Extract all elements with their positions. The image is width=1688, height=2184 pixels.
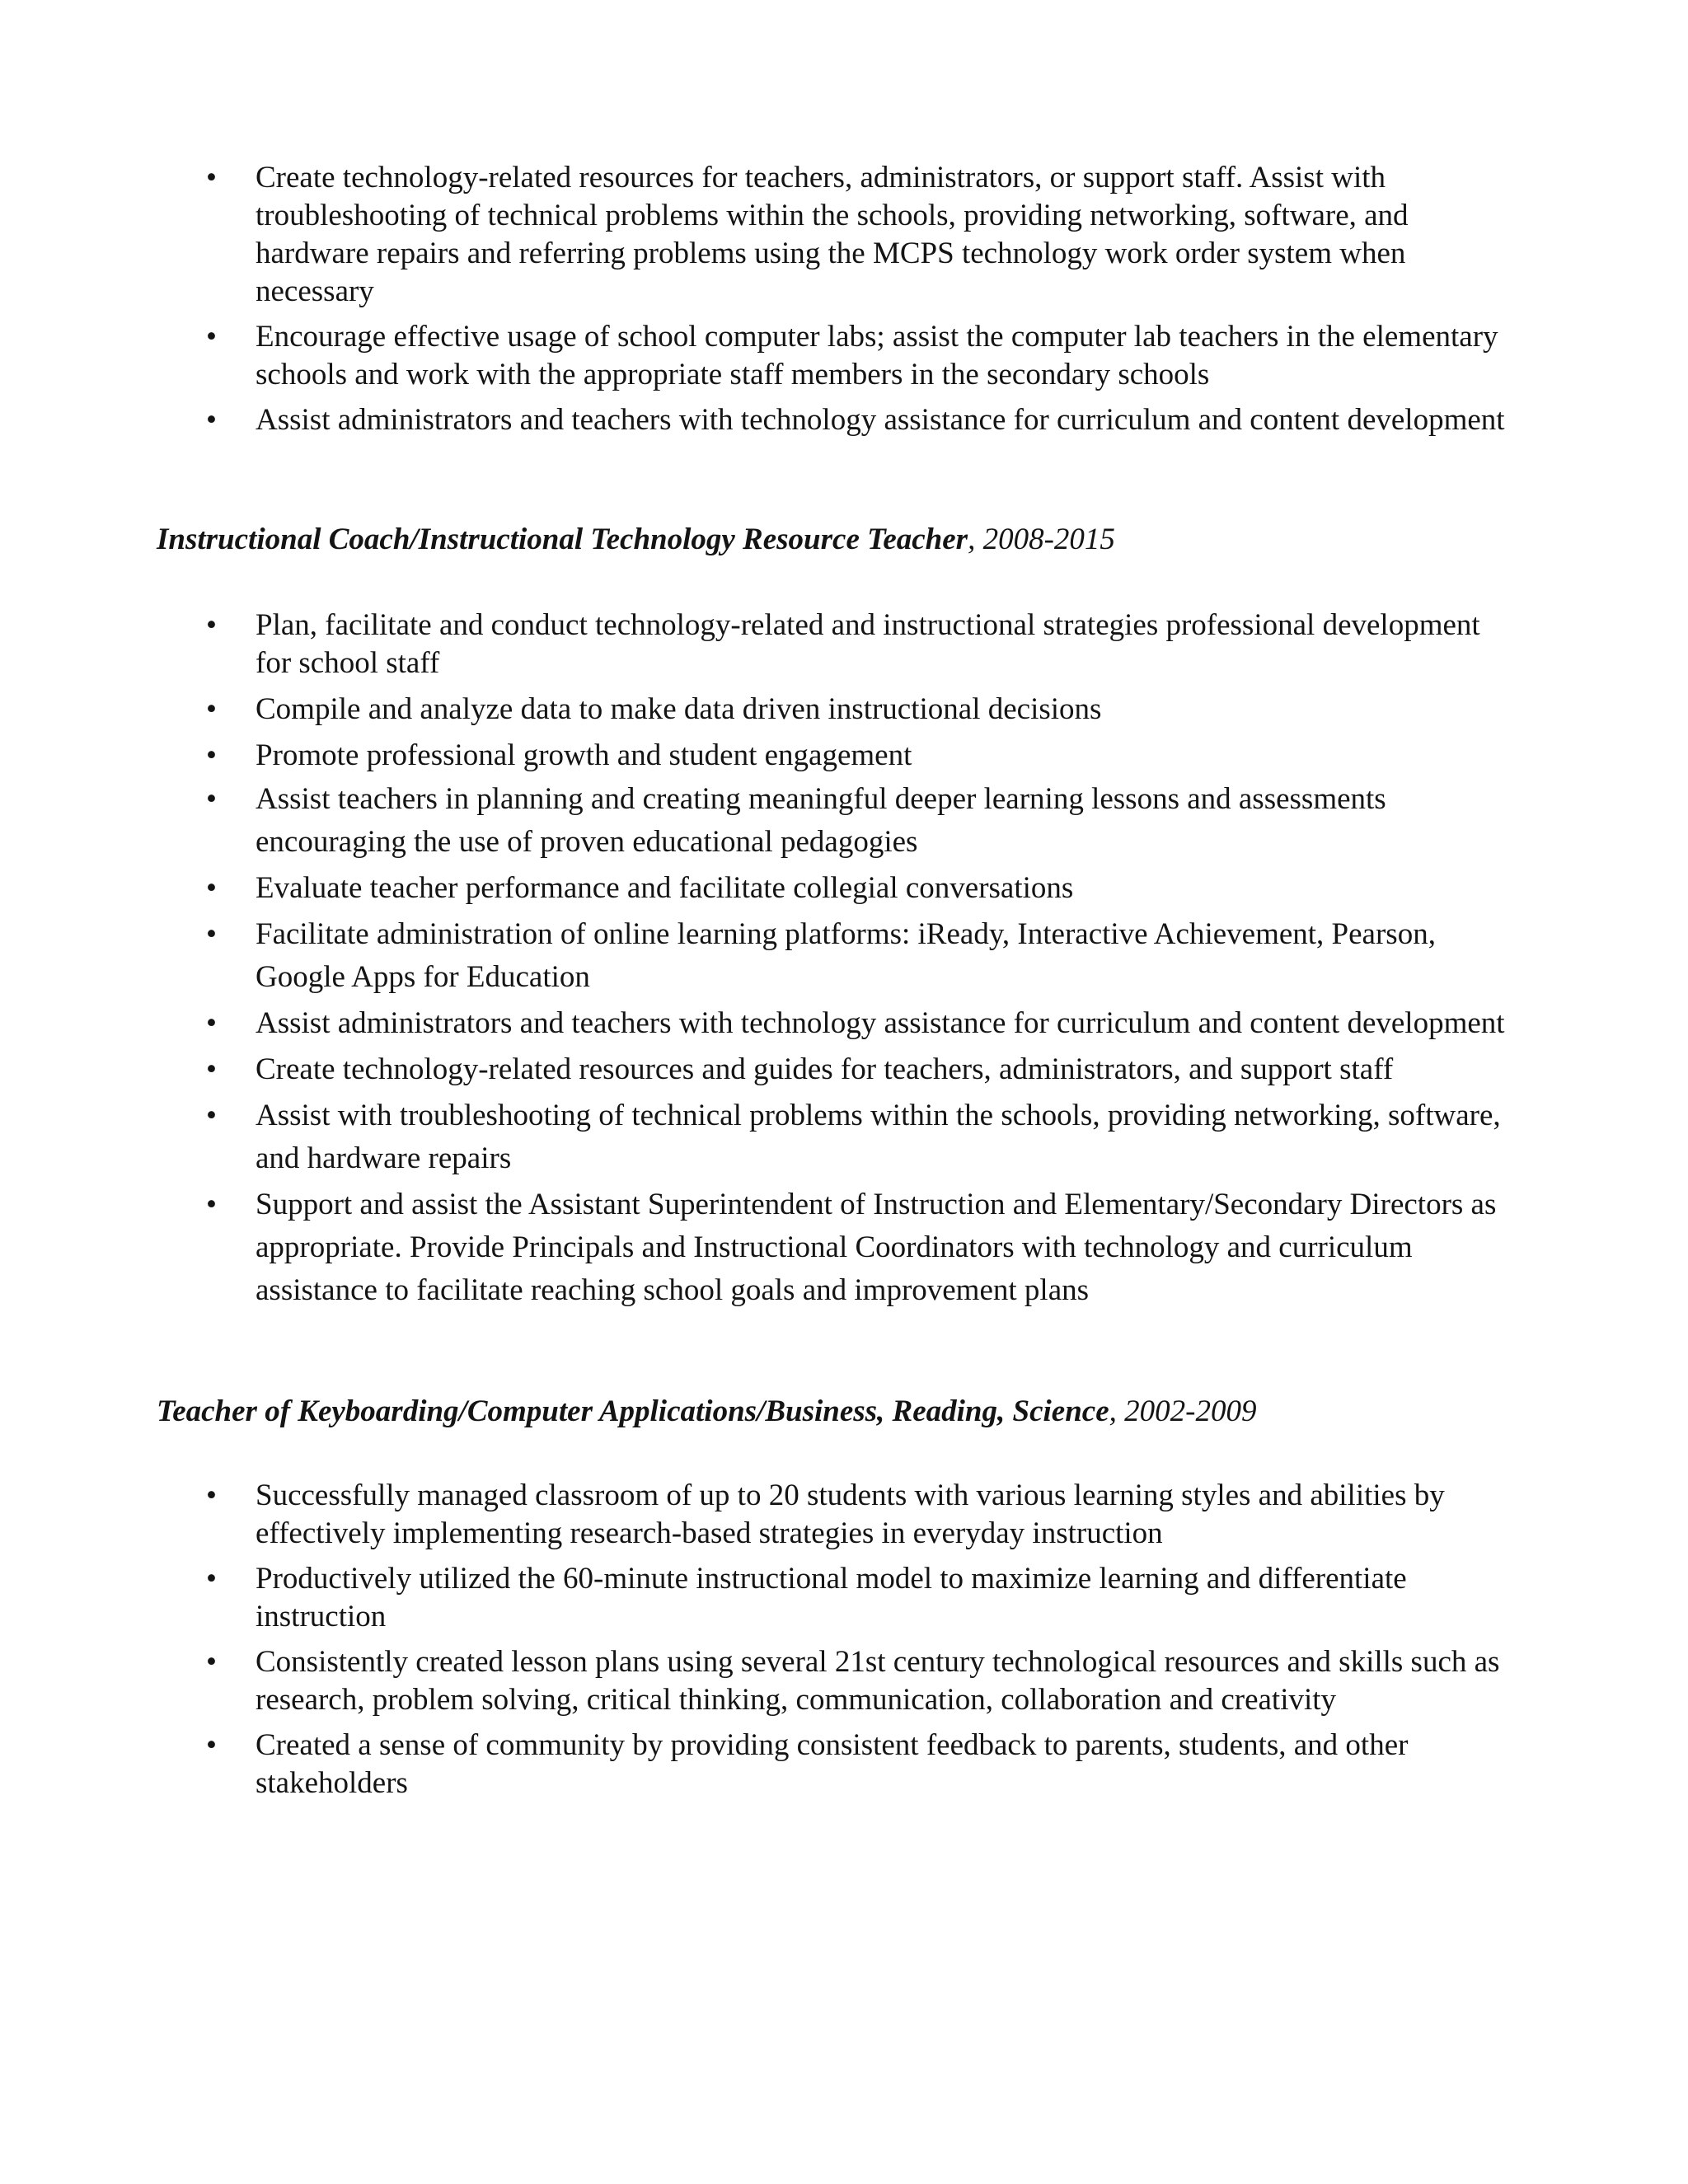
bullet-text: Compile and analyze data to make data driven instructional decisions: [256, 692, 1102, 726]
job-heading-instructional-coach: [157, 521, 1115, 559]
bullet-text: Plan, facilitate and conduct technology-related and instructional strategies professional development for school staff: [256, 608, 1480, 680]
bullet-icon: •: [206, 608, 217, 642]
bullet-text: Encourage effective usage of school computer labs; assist the computer lab teachers in the elementary schools and work with the appropriate staff members in the secondary schools: [256, 320, 1498, 391]
job-title: Instructional Coach/Instructional Technology Resource Teacher: [157, 523, 968, 556]
bullet-text: Support and assist the Assistant Superintendent of Instruction and Elementary/Secondary Directors as appropriate. Provide Principals and Instructional Coordinators with technology and curriculum assistance to facilitate reaching school goals and improvement plans: [256, 1188, 1497, 1307]
list-item: [0, 737, 1688, 775]
bullet-icon: •: [206, 320, 217, 354]
bullet-text: Promote professional growth and student engagement: [256, 738, 912, 772]
bullet-icon: •: [206, 1188, 217, 1221]
list-item: [0, 1002, 1688, 1045]
bullet-text: Successfully managed classroom of up to 20 students with various learning styles and abilities by effectively implementing research-based strategies in everyday instruction: [256, 1479, 1445, 1550]
bullet-icon: •: [206, 1645, 217, 1679]
bullet-icon: •: [206, 1006, 217, 1040]
list-item: [0, 1183, 1688, 1312]
bullet-icon: •: [206, 161, 217, 194]
bullet-text: Productively utilized the 60-minute instructional model to maximize learning and differentiate instruction: [256, 1562, 1407, 1633]
list-item: [0, 401, 1688, 439]
list-item: [0, 778, 1688, 864]
list-item: [0, 159, 1688, 311]
list-item: [0, 1560, 1688, 1636]
bullet-icon: •: [206, 1728, 217, 1762]
bullet-icon: •: [206, 692, 217, 726]
list-item: [0, 1727, 1688, 1802]
bullet-icon: •: [206, 1562, 217, 1596]
bullet-icon: •: [206, 782, 217, 816]
bullet-icon: •: [206, 1099, 217, 1132]
bullet-text: Assist administrators and teachers with technology assistance for curriculum and content development: [256, 1006, 1505, 1040]
bullet-icon: •: [206, 1479, 217, 1512]
bullet-text: Created a sense of community by providing consistent feedback to parents, students, and other stakeholders: [256, 1728, 1409, 1800]
bullet-icon: •: [206, 1052, 217, 1086]
bullet-text: Facilitate administration of online learning platforms: iReady, Interactive Achievement, Pearson, Google Apps for Education: [256, 917, 1436, 994]
bullet-icon: •: [206, 403, 217, 437]
bullet-icon: •: [206, 871, 217, 905]
list-item: [0, 318, 1688, 394]
list-item: [0, 913, 1688, 999]
job-years: , 2002-2009: [1109, 1394, 1257, 1428]
bullet-text: Create technology-related resources for teachers, administrators, or support staff. Assist with troubleshooting of technical problems within the schools, providing networking, software, and hardware repairs and referring problems using the MCPS technology work order system when necessary: [256, 161, 1409, 308]
top-bullet-list: [0, 159, 1688, 447]
bullet-icon: •: [206, 738, 217, 772]
list-item: [0, 1048, 1688, 1091]
job-title: Teacher of Keyboarding/Computer Applications/Business, Reading, Science: [157, 1394, 1109, 1428]
bullet-text: Consistently created lesson plans using several 21st century technological resources and skills such as research, problem solving, critical thinking, communication, collaboration and creativity: [256, 1645, 1500, 1717]
bullet-text: Evaluate teacher performance and facilitate collegial conversations: [256, 871, 1074, 905]
job-heading-teacher: [157, 1393, 1256, 1431]
bullet-text: Assist teachers in planning and creating meaningful deeper learning lessons and assessments encouraging the use of proven educational pedagogies: [256, 782, 1386, 859]
list-item: [0, 1477, 1688, 1553]
list-item: [0, 1643, 1688, 1719]
teacher-bullet-list: [0, 1477, 1688, 1810]
list-item: [0, 867, 1688, 910]
list-item: [0, 1094, 1688, 1180]
bullet-text: Assist administrators and teachers with technology assistance for curriculum and content development: [256, 403, 1505, 437]
bullet-text: Create technology-related resources and guides for teachers, administrators, and support staff: [256, 1052, 1394, 1086]
list-item: [0, 691, 1688, 729]
coach-bullet-list: [0, 607, 1688, 1315]
bullet-icon: •: [206, 917, 217, 951]
job-years: , 2008-2015: [968, 523, 1115, 556]
bullet-text: Assist with troubleshooting of technical problems within the schools, providing networking, software, and hardware repairs: [256, 1099, 1501, 1175]
list-item: [0, 607, 1688, 682]
